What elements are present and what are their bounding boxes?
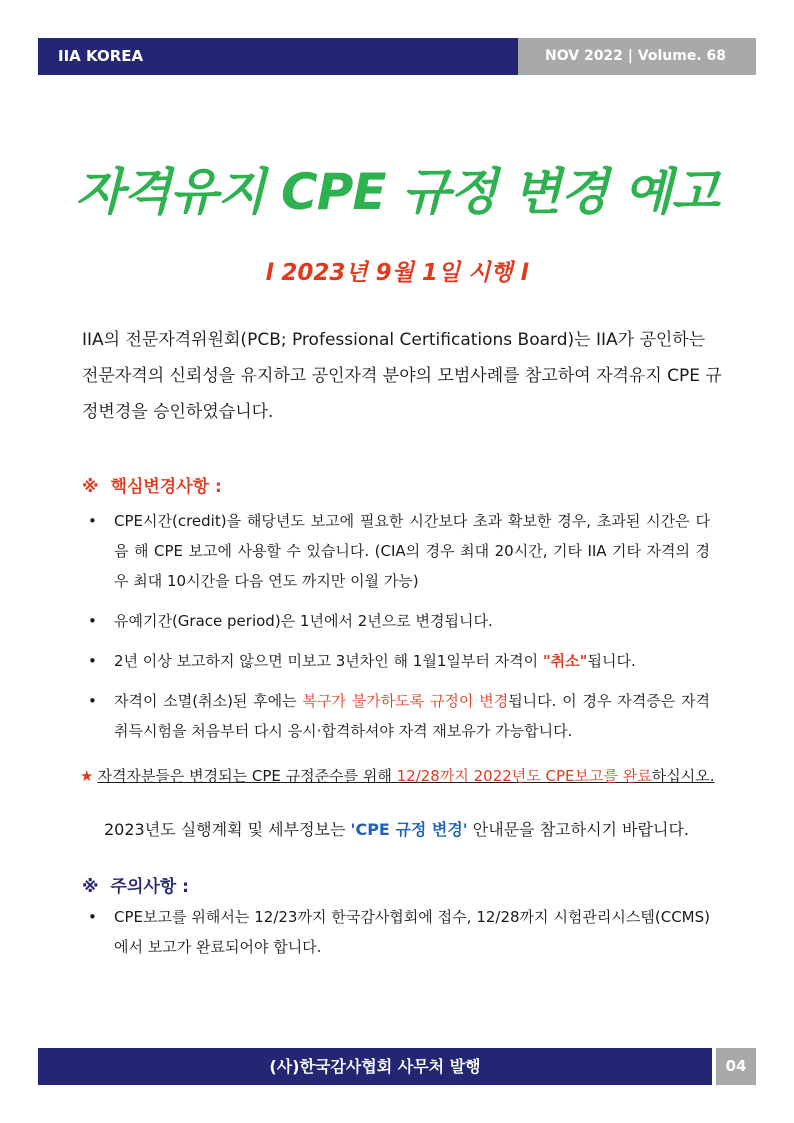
bullet-icon: • (88, 652, 97, 670)
list-item-text: 자격이 소멸(취소)된 후에는 (114, 692, 303, 710)
reference-mark-icon: ※ (82, 477, 99, 497)
bullet-icon: • (88, 908, 97, 926)
intro-paragraph: IIA의 전문자격위원회(PCB; Professional Certifications Board)는 IIA가 공인하는 전문자격의 신뢰성을 유지하고 공인자격 분야의 모범사례를 참고하여 자격유지 CPE 규정변경을 승인하였습니다. (82, 330, 722, 422)
list-item-text: CPE시간(credit)을 해당년도 보고에 필요한 시간보다 초과 확보한 경우, 초과된 시간은 다음 해 CPE 보고에 사용할 수 있습니다. (CIA의 경우 최대 20시간, 기타 IIA 기타 자격의 경우 최대 10시간을 다음 연도 까지만 이월 가능) (114, 512, 710, 590)
effective-date: l 2023년 9월 1일 시행 l (265, 260, 529, 286)
publisher: (사)한국감사협회 사무처 발행 (38, 1048, 712, 1085)
reference-note (104, 817, 724, 840)
caution-list (82, 902, 710, 962)
caution-title: 주의사항 : (110, 877, 189, 897)
reference-post: 안내문을 참고하시기 바랍니다. (467, 820, 689, 839)
list-item (82, 506, 710, 596)
bullet-icon: • (88, 692, 97, 710)
page-header (38, 38, 756, 75)
list-item (82, 902, 710, 962)
list-item (82, 686, 710, 746)
key-changes-title: 핵심변경사항 : (110, 477, 222, 497)
caution-heading (82, 872, 189, 897)
notice-pre: 자격자분들은 변경되는 CPE 규정준수를 위해 (97, 767, 397, 785)
cancel-highlight: "취소" (542, 652, 588, 670)
list-item (82, 646, 710, 676)
list-item-text: 됩니다. 이 경우 자격증은 자격취득시험을 처음부터 다시 응시·합격하셔야 자격 재보유가 가능합니다. (114, 692, 710, 740)
org-name: IIA KOREA (38, 38, 518, 75)
star-icon: ★ (80, 767, 94, 785)
no-recovery-highlight: 복구가 불가하도록 규정이 변경 (302, 692, 509, 710)
list-item-text: 2년 이상 보고하지 않으면 미보고 3년차인 해 1월1일부터 자격이 (114, 652, 543, 670)
bullet-icon: • (88, 512, 97, 530)
notice-post: 하십시오. (651, 767, 715, 785)
list-item (82, 606, 710, 636)
notice-text (97, 767, 714, 785)
notice-deadline: 12/28까지 2022년도 CPE보고를 완료 (396, 767, 652, 785)
page-title: 자격유지 CPE 규정 변경 예고 (75, 163, 719, 221)
reference-doc-name: 'CPE 규정 변경' (350, 820, 468, 839)
reference-mark-icon: ※ (82, 877, 99, 897)
page-footer (38, 1048, 756, 1085)
page-number: 04 (716, 1048, 756, 1085)
list-item-text: 됩니다. (587, 652, 636, 670)
key-changes-heading (82, 472, 222, 497)
list-item-text: 유예기간(Grace period)은 1년에서 2년으로 변경됩니다. (114, 612, 493, 630)
key-changes-list (82, 506, 710, 756)
bullet-icon: • (88, 612, 97, 630)
issue-info: NOV 2022 | Volume. 68 (518, 38, 756, 75)
list-item-text: CPE보고를 위해서는 12/23까지 한국감사협회에 접수, 12/28까지 시험관리시스템(CCMS)에서 보고가 완료되어야 합니다. (114, 908, 710, 956)
deadline-notice (80, 765, 720, 786)
reference-pre: 2023년도 실행계획 및 세부정보는 (104, 820, 351, 839)
